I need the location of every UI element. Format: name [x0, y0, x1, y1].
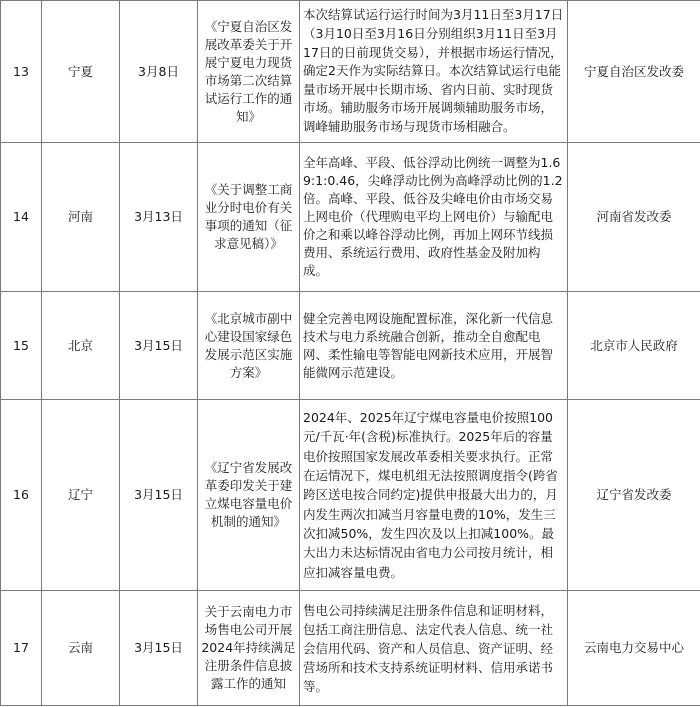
- date-cell: 3月13日: [120, 143, 198, 292]
- province-cell: 北京: [42, 292, 120, 400]
- table-row: [1, 591, 700, 706]
- issuer-cell: 北京市人民政府: [568, 292, 700, 400]
- issuer-cell: 宁夏自治区发改委: [568, 1, 700, 143]
- row-number: 13: [1, 1, 42, 143]
- issuer-cell: 云南电力交易中心: [568, 591, 700, 706]
- issuer-cell: 辽宁省发改委: [568, 400, 700, 591]
- content-cell: 健全完善电网设施配置标准，深化新一代信息技术与电力系统融合创新，推动全自愈配电网、柔性输电等智能电网新技术应用，开展智能微网示范建设。: [300, 292, 568, 400]
- province-cell: 云南: [42, 591, 120, 706]
- table-row: [1, 400, 700, 591]
- content-cell: 售电公司持续满足注册条件信息和证明材料，包括工商注册信息、法定代表人信息、统一社会信用代码、资产和人员信息、资产证明、经营场所和技术支持系统证明材料、信用承诺书等。: [300, 591, 568, 706]
- date-cell: 3月15日: [120, 591, 198, 706]
- document-title-cell: 《辽宁省发展改革委印发关于建立煤电容量电价机制的通知》: [198, 400, 300, 591]
- content-cell: 2024年、2025年辽宁煤电容量电价按照100元/千瓦·年(含税)标准执行。2025年后的容量电价按照国家发展改革委相关要求执行。正常在运情况下，煤电机组无法按照调度指令(跨省跨区送电按合同约定)提供申报最大出力的，月内发生两次扣减当月容量电费的10%，发生三次扣减50%，发生四次及以上扣减100%。最大出力未达标情况由省电力公司按月统计，相应扣减容量电费。: [300, 400, 568, 591]
- row-number: 14: [1, 143, 42, 292]
- document-title-cell: 《关于调整工商业分时电价有关事项的通知（征求意见稿）》: [198, 143, 300, 292]
- issuer-cell: 河南省发改委: [568, 143, 700, 292]
- date-cell: 3月15日: [120, 400, 198, 591]
- table-row: [1, 143, 700, 292]
- row-number: 16: [1, 400, 42, 591]
- table-row: [1, 292, 700, 400]
- row-number: 15: [1, 292, 42, 400]
- document-title-cell: 《宁夏自治区发展改革委关于开展宁夏电力现货市场第二次结算试运行工作的通知》: [198, 1, 300, 143]
- content-cell: 本次结算试运行运行时间为3月11日至3月17日（3月10日至3月16日分别组织3月11日至3月17日的日前现货交易），并根据市场运行情况，确定2天作为实际结算日。本次结算试运行电能量市场开展中长期市场、省内日前、实时现货市场。辅助服务市场开展调频辅助服务市场，调峰辅助服务市场与现货市场相融合。: [300, 1, 568, 143]
- row-number: 17: [1, 591, 42, 706]
- document-title-cell: 《北京城市副中心建设国家绿色发展示范区实施方案》: [198, 292, 300, 400]
- date-cell: 3月8日: [120, 1, 198, 143]
- table-row: [1, 1, 700, 143]
- province-cell: 宁夏: [42, 1, 120, 143]
- content-cell: 全年高峰、平段、低谷浮动比例统一调整为1.69:1:0.46，尖峰浮动比例为高峰浮动比例的1.2倍。高峰、平段、低谷及尖峰电价由市场交易上网电价（代理购电平均上网电价）与输配电价之和乘以峰谷浮动比例，再加上网环节线损费用、系统运行费用、政府性基金及附加构成。: [300, 143, 568, 292]
- province-cell: 辽宁: [42, 400, 120, 591]
- date-cell: 3月15日: [120, 292, 198, 400]
- province-cell: 河南: [42, 143, 120, 292]
- document-title-cell: 关于云南电力市场售电公司开展2024年持续满足注册条件信息披露工作的通知: [198, 591, 300, 706]
